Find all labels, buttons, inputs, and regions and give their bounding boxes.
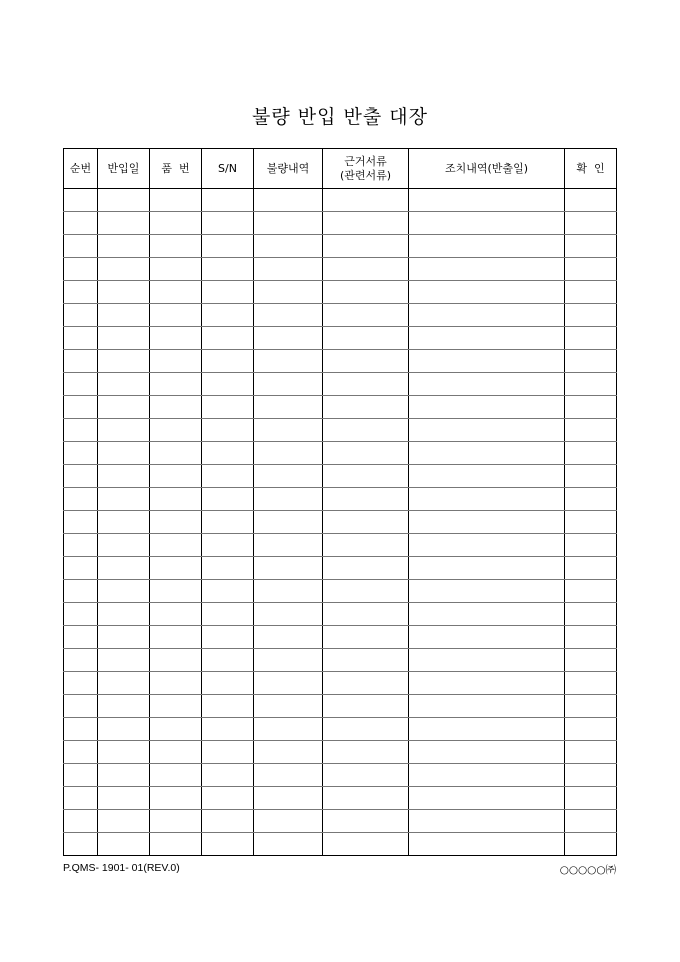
table-cell[interactable] — [98, 212, 150, 235]
table-cell[interactable] — [64, 258, 98, 281]
table-cell[interactable] — [409, 787, 565, 810]
table-cell[interactable] — [202, 396, 254, 419]
table-cell[interactable] — [323, 672, 409, 695]
table-cell[interactable] — [202, 626, 254, 649]
col-header-action: 조치내역(반출일) — [409, 149, 565, 189]
table-cell[interactable] — [98, 672, 150, 695]
table-cell[interactable] — [323, 304, 409, 327]
table-cell[interactable] — [150, 534, 202, 557]
table-cell[interactable] — [409, 189, 565, 212]
table-cell[interactable] — [565, 488, 617, 511]
table-cell[interactable] — [202, 488, 254, 511]
table-row — [64, 649, 617, 672]
table-cell[interactable] — [98, 511, 150, 534]
table-cell[interactable] — [323, 281, 409, 304]
table-cell[interactable] — [98, 373, 150, 396]
table-cell[interactable] — [565, 833, 617, 856]
table-row — [64, 534, 617, 557]
table-cell[interactable] — [565, 764, 617, 787]
col-header-defect: 불량내역 — [254, 149, 323, 189]
table-cell[interactable] — [150, 787, 202, 810]
table-cell[interactable] — [254, 695, 323, 718]
table-cell[interactable] — [565, 212, 617, 235]
table-cell[interactable] — [565, 350, 617, 373]
table-cell[interactable] — [64, 465, 98, 488]
table-cell[interactable] — [254, 465, 323, 488]
table-cell[interactable] — [565, 534, 617, 557]
table-cell[interactable] — [98, 281, 150, 304]
table-cell[interactable] — [202, 281, 254, 304]
table-cell[interactable] — [254, 557, 323, 580]
table-cell[interactable] — [64, 672, 98, 695]
table-cell[interactable] — [98, 741, 150, 764]
table-cell[interactable] — [150, 373, 202, 396]
table-cell[interactable] — [323, 833, 409, 856]
table-cell[interactable] — [565, 511, 617, 534]
table-cell[interactable] — [150, 419, 202, 442]
table-cell[interactable] — [409, 212, 565, 235]
table-cell[interactable] — [202, 212, 254, 235]
table-cell[interactable] — [64, 350, 98, 373]
table-cell[interactable] — [150, 304, 202, 327]
table-cell[interactable] — [323, 787, 409, 810]
table-row — [64, 626, 617, 649]
table-cell[interactable] — [565, 741, 617, 764]
table-cell[interactable] — [409, 281, 565, 304]
table-cell[interactable] — [409, 373, 565, 396]
col-header-serial: S/N — [202, 149, 254, 189]
table-cell[interactable] — [98, 189, 150, 212]
table-cell[interactable] — [150, 442, 202, 465]
table-cell[interactable] — [202, 350, 254, 373]
table-cell[interactable] — [64, 787, 98, 810]
table-cell[interactable] — [202, 511, 254, 534]
table-cell[interactable] — [64, 488, 98, 511]
table-cell[interactable] — [409, 235, 565, 258]
table-cell[interactable] — [64, 212, 98, 235]
table-cell[interactable] — [64, 419, 98, 442]
table-cell[interactable] — [254, 396, 323, 419]
table-cell[interactable] — [150, 626, 202, 649]
table-cell[interactable] — [64, 304, 98, 327]
table-cell[interactable] — [565, 189, 617, 212]
header-row — [64, 149, 617, 189]
table-cell[interactable] — [150, 396, 202, 419]
table-cell[interactable] — [202, 833, 254, 856]
table-cell[interactable] — [565, 718, 617, 741]
table-cell[interactable] — [64, 833, 98, 856]
table-cell[interactable] — [98, 327, 150, 350]
table-cell[interactable] — [323, 557, 409, 580]
table-row — [64, 741, 617, 764]
table-row — [64, 764, 617, 787]
table-cell[interactable] — [98, 419, 150, 442]
table-cell[interactable] — [64, 580, 98, 603]
table-cell[interactable] — [254, 511, 323, 534]
table-cell[interactable] — [202, 327, 254, 350]
table-cell[interactable] — [64, 810, 98, 833]
table-cell[interactable] — [98, 350, 150, 373]
table-cell[interactable] — [98, 764, 150, 787]
table-cell[interactable] — [202, 304, 254, 327]
table-cell[interactable] — [323, 442, 409, 465]
table-cell[interactable] — [98, 304, 150, 327]
table-cell[interactable] — [98, 258, 150, 281]
table-row — [64, 327, 617, 350]
table-cell[interactable] — [64, 718, 98, 741]
table-row — [64, 488, 617, 511]
table-cell[interactable] — [323, 235, 409, 258]
table-cell[interactable] — [98, 626, 150, 649]
table-cell[interactable] — [98, 695, 150, 718]
table-cell[interactable] — [409, 304, 565, 327]
table-cell[interactable] — [64, 396, 98, 419]
table-cell[interactable] — [64, 189, 98, 212]
table-cell[interactable] — [64, 534, 98, 557]
table-cell[interactable] — [202, 442, 254, 465]
table-row — [64, 442, 617, 465]
table-cell[interactable] — [323, 511, 409, 534]
table-cell[interactable] — [565, 281, 617, 304]
table-row — [64, 396, 617, 419]
table-cell[interactable] — [254, 281, 323, 304]
table-row — [64, 373, 617, 396]
table-cell[interactable] — [409, 258, 565, 281]
table-cell[interactable] — [409, 350, 565, 373]
table-cell[interactable] — [202, 718, 254, 741]
table-cell[interactable] — [98, 787, 150, 810]
table-cell[interactable] — [150, 649, 202, 672]
table-cell[interactable] — [98, 442, 150, 465]
table-cell[interactable] — [150, 557, 202, 580]
table-cell[interactable] — [202, 419, 254, 442]
table-cell[interactable] — [150, 695, 202, 718]
table-cell[interactable] — [64, 626, 98, 649]
table-cell[interactable] — [98, 488, 150, 511]
table-cell[interactable] — [254, 603, 323, 626]
table-cell[interactable] — [409, 833, 565, 856]
table-cell[interactable] — [565, 327, 617, 350]
table-cell[interactable] — [565, 603, 617, 626]
table-cell[interactable] — [254, 327, 323, 350]
table-cell[interactable] — [565, 695, 617, 718]
table-cell[interactable] — [323, 603, 409, 626]
table-cell[interactable] — [409, 327, 565, 350]
table-cell[interactable] — [323, 212, 409, 235]
table-cell[interactable] — [202, 672, 254, 695]
table-cell[interactable] — [150, 189, 202, 212]
table-cell[interactable] — [254, 626, 323, 649]
table-cell[interactable] — [565, 442, 617, 465]
table-cell[interactable] — [64, 649, 98, 672]
table-cell[interactable] — [150, 580, 202, 603]
table-cell[interactable] — [409, 626, 565, 649]
table-cell[interactable] — [565, 672, 617, 695]
table-cell[interactable] — [409, 534, 565, 557]
table-cell[interactable] — [254, 258, 323, 281]
table-cell[interactable] — [98, 534, 150, 557]
table-cell[interactable] — [254, 649, 323, 672]
table-cell[interactable] — [254, 442, 323, 465]
table-cell[interactable] — [323, 649, 409, 672]
table-row — [64, 672, 617, 695]
table-row — [64, 235, 617, 258]
table-cell[interactable] — [254, 189, 323, 212]
table-cell[interactable] — [150, 212, 202, 235]
table-cell[interactable] — [150, 258, 202, 281]
table-row — [64, 350, 617, 373]
table-cell[interactable] — [202, 235, 254, 258]
table-row — [64, 304, 617, 327]
table-cell[interactable] — [565, 396, 617, 419]
table-cell[interactable] — [323, 189, 409, 212]
table-cell[interactable] — [98, 235, 150, 258]
ledger-body — [64, 189, 617, 856]
table-cell[interactable] — [64, 373, 98, 396]
table-cell[interactable] — [323, 534, 409, 557]
table-cell[interactable] — [409, 695, 565, 718]
table-cell[interactable] — [254, 212, 323, 235]
table-cell[interactable] — [254, 580, 323, 603]
ledger-table — [63, 148, 617, 856]
table-cell[interactable] — [323, 488, 409, 511]
table-cell[interactable] — [323, 373, 409, 396]
table-cell[interactable] — [64, 695, 98, 718]
table-cell[interactable] — [323, 741, 409, 764]
table-cell[interactable] — [409, 649, 565, 672]
table-cell[interactable] — [202, 534, 254, 557]
table-row — [64, 189, 617, 212]
table-cell[interactable] — [64, 235, 98, 258]
table-cell[interactable] — [98, 810, 150, 833]
table-cell[interactable] — [98, 603, 150, 626]
table-row — [64, 212, 617, 235]
table-cell[interactable] — [565, 557, 617, 580]
table-cell[interactable] — [323, 695, 409, 718]
table-cell[interactable] — [565, 235, 617, 258]
table-cell[interactable] — [64, 741, 98, 764]
table-cell[interactable] — [409, 580, 565, 603]
table-cell[interactable] — [98, 396, 150, 419]
table-cell[interactable] — [150, 833, 202, 856]
table-cell[interactable] — [202, 189, 254, 212]
table-cell[interactable] — [409, 603, 565, 626]
table-cell[interactable] — [409, 396, 565, 419]
table-cell[interactable] — [64, 764, 98, 787]
col-header-basis-docs: 근거서류 (관련서류) — [323, 149, 409, 189]
table-row — [64, 810, 617, 833]
col-header-part-no: 품 번 — [150, 149, 202, 189]
table-cell[interactable] — [254, 419, 323, 442]
table-row — [64, 787, 617, 810]
table-cell[interactable] — [202, 787, 254, 810]
table-row — [64, 580, 617, 603]
table-cell[interactable] — [202, 603, 254, 626]
table-cell[interactable] — [565, 419, 617, 442]
table-cell[interactable] — [565, 580, 617, 603]
table-cell[interactable] — [409, 810, 565, 833]
table-cell[interactable] — [150, 327, 202, 350]
table-cell[interactable] — [409, 557, 565, 580]
table-cell[interactable] — [409, 511, 565, 534]
table-cell[interactable] — [254, 718, 323, 741]
table-cell[interactable] — [323, 258, 409, 281]
table-cell[interactable] — [150, 488, 202, 511]
table-cell[interactable] — [409, 419, 565, 442]
table-cell[interactable] — [202, 373, 254, 396]
table-row — [64, 718, 617, 741]
table-cell[interactable] — [254, 787, 323, 810]
table-cell[interactable] — [323, 419, 409, 442]
table-cell[interactable] — [323, 626, 409, 649]
table-cell[interactable] — [98, 580, 150, 603]
table-cell[interactable] — [323, 718, 409, 741]
table-cell[interactable] — [254, 304, 323, 327]
table-cell[interactable] — [565, 304, 617, 327]
table-cell[interactable] — [64, 511, 98, 534]
table-cell[interactable] — [64, 281, 98, 304]
table-cell[interactable] — [565, 787, 617, 810]
table-cell[interactable] — [254, 764, 323, 787]
table-cell[interactable] — [323, 580, 409, 603]
table-cell[interactable] — [202, 649, 254, 672]
table-cell[interactable] — [98, 833, 150, 856]
table-cell[interactable] — [202, 695, 254, 718]
table-cell[interactable] — [150, 465, 202, 488]
table-cell[interactable] — [150, 741, 202, 764]
col-header-in-date: 반입일 — [98, 149, 150, 189]
table-cell[interactable] — [254, 373, 323, 396]
table-cell[interactable] — [150, 281, 202, 304]
table-cell[interactable] — [98, 649, 150, 672]
table-row — [64, 833, 617, 856]
form-code: P.QMS- 1901- 01(REV.0) — [63, 862, 180, 874]
table-cell[interactable] — [409, 465, 565, 488]
table-cell[interactable] — [409, 442, 565, 465]
table-cell[interactable] — [150, 235, 202, 258]
table-cell[interactable] — [150, 764, 202, 787]
table-cell[interactable] — [565, 626, 617, 649]
document-title: 불량 반입 반출 대장 — [252, 106, 428, 128]
table-cell[interactable] — [150, 603, 202, 626]
table-cell[interactable] — [323, 396, 409, 419]
table-cell[interactable] — [409, 718, 565, 741]
table-cell[interactable] — [64, 442, 98, 465]
table-row — [64, 258, 617, 281]
table-row — [64, 511, 617, 534]
table-cell[interactable] — [98, 718, 150, 741]
table-row — [64, 465, 617, 488]
table-cell[interactable] — [202, 258, 254, 281]
table-cell[interactable] — [565, 810, 617, 833]
table-cell[interactable] — [150, 350, 202, 373]
table-cell[interactable] — [323, 350, 409, 373]
table-cell[interactable] — [150, 511, 202, 534]
table-cell[interactable] — [64, 557, 98, 580]
table-cell[interactable] — [98, 557, 150, 580]
table-cell[interactable] — [150, 810, 202, 833]
table-cell[interactable] — [323, 465, 409, 488]
table-cell[interactable] — [409, 764, 565, 787]
table-cell[interactable] — [150, 718, 202, 741]
table-row — [64, 695, 617, 718]
table-cell[interactable] — [254, 488, 323, 511]
table-cell[interactable] — [323, 327, 409, 350]
company-mark: ○○○○○㈜ — [559, 864, 616, 876]
table-cell[interactable] — [254, 741, 323, 764]
table-cell[interactable] — [202, 580, 254, 603]
table-cell[interactable] — [409, 741, 565, 764]
col-header-confirm: 확 인 — [565, 149, 617, 189]
table-cell[interactable] — [202, 741, 254, 764]
table-row — [64, 419, 617, 442]
table-cell[interactable] — [202, 810, 254, 833]
table-cell[interactable] — [565, 465, 617, 488]
table-row — [64, 603, 617, 626]
table-cell[interactable] — [254, 833, 323, 856]
table-cell[interactable] — [202, 764, 254, 787]
table-row — [64, 557, 617, 580]
table-cell[interactable] — [64, 327, 98, 350]
table-cell[interactable] — [254, 350, 323, 373]
table-cell[interactable] — [202, 465, 254, 488]
table-cell[interactable] — [202, 557, 254, 580]
table-cell[interactable] — [409, 488, 565, 511]
table-cell[interactable] — [254, 672, 323, 695]
table-cell[interactable] — [323, 764, 409, 787]
table-cell[interactable] — [64, 603, 98, 626]
table-cell[interactable] — [254, 534, 323, 557]
table-cell[interactable] — [565, 649, 617, 672]
table-cell[interactable] — [323, 810, 409, 833]
table-cell[interactable] — [98, 465, 150, 488]
table-cell[interactable] — [565, 373, 617, 396]
col-header-seq: 순번 — [64, 149, 98, 189]
table-row — [64, 281, 617, 304]
table-cell[interactable] — [150, 672, 202, 695]
table-cell[interactable] — [254, 810, 323, 833]
table-cell[interactable] — [254, 235, 323, 258]
table-cell[interactable] — [409, 672, 565, 695]
table-cell[interactable] — [565, 258, 617, 281]
